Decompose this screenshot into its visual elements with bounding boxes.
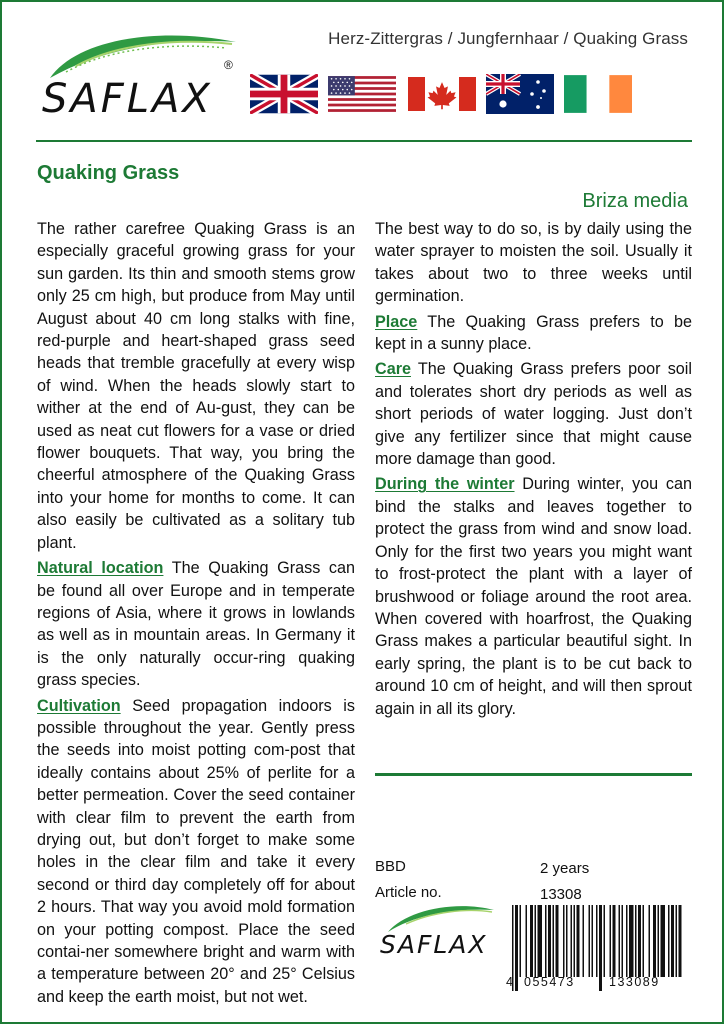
header-divider: [36, 140, 692, 142]
uk-flag-icon: [250, 74, 318, 114]
ireland-flag-icon: [564, 74, 632, 114]
intro-paragraph: The rather carefree Quaking Grass is an especially graceful growing grass for your sun garden. Its thin and smooth stems grow only 25 cm high, but produce from May until August about 40 cm long stalks with fine, red-purple and heart-shaped grass seed heads that tremble gracefully at every wisp of wind. When the heads slowly start to wither at the end of Au-gust, they can be used as neat cut flowers for a vase or dried flower bouquets. That way, you bring the cheerful atmosphere of the Quaking Grass into your home for months to come. It can also easily be cultivated as a solitary tub plant.: [37, 220, 355, 552]
natural-location-heading: Natural location: [37, 559, 164, 578]
place-text: The Quaking Grass prefers to be kept in a sunny place.: [375, 312, 692, 354]
cultivation-paragraph: [37, 695, 355, 1009]
canada-flag-icon: [408, 74, 476, 114]
barcode-left-group: 055473: [524, 975, 575, 989]
plant-common-names: Herz-Zittergras / Jungfernhaar / Quaking Grass: [328, 29, 688, 48]
page-title: Quaking Grass: [37, 162, 180, 184]
place-heading: Place: [375, 312, 418, 331]
right-column: [375, 218, 692, 723]
natural-location-text: The Quaking Grass can be found all over Europe and in temperate regions of Asia, where it grows in lowlands as well as in mountain areas. In Germany it is the only naturally occur-ring quaking grass species.: [37, 559, 356, 690]
registered-mark: ®: [224, 58, 233, 72]
care-paragraph: [375, 358, 692, 470]
bbd-label: BBD: [375, 858, 406, 875]
latin-name: Briza media: [582, 190, 688, 212]
usa-flag-icon: [328, 74, 396, 114]
winter-text: During winter, you can bind the stalks and leaves together to protect the grass from wind and snow load. Only for the first two years you might want to frost-protect the plant with a layer of brushwood or foliage around the root area. When covered with hoarfrost, the Quaking Grass makes a particular beautiful sight. In early spring, the plant is to be cut back to around 10 cm of height, and will then sprout again in all its glory.: [375, 475, 692, 718]
brand-wordmark: SAFLAX: [42, 76, 213, 122]
germination-paragraph: The best way to do so, is by daily using the water sprayer to moisten the soil. Usually it takes about two to three weeks until germination.: [375, 220, 692, 306]
footer-divider: [375, 773, 692, 776]
care-heading: Care: [375, 360, 411, 379]
saflax-logo-small: [376, 902, 500, 972]
article-value: 13308: [540, 886, 582, 903]
natural-location-paragraph: [37, 557, 355, 691]
saflax-logo: [36, 28, 246, 124]
bbd-value: 2 years: [540, 860, 590, 877]
left-column: [37, 218, 355, 1011]
place-paragraph: [375, 311, 692, 356]
article-label: Article no.: [375, 884, 442, 901]
winter-heading: During the winter: [375, 475, 515, 494]
barcode-first-digit: 4: [506, 975, 513, 989]
brand-wordmark-small: SAFLAX: [380, 930, 488, 959]
winter-paragraph: [375, 473, 692, 719]
flag-row: [250, 74, 640, 116]
cultivation-text: Seed propagation indoors is possible throughout the year. Gently press the seeds into moist potting com-post that ideally contains about 25% of perlite for a better permeation. Cover the seed container with clear film to prevent the earth from drying out, but don’t forget to make some holes in the clear film and take it every second or third day completely off for about 2 hours. That way you avoid mold formation on your potting compost. Place the seed contai-ner somewhere bright and warm with a temperature between 20° and 25° Celsius and keep the earth moist, but not wet.: [37, 696, 355, 1006]
barcode-right-group: 133089: [609, 975, 660, 989]
header: [2, 2, 722, 142]
care-text: The Quaking Grass prefers poor soil and tolerates short dry periods as well as short periods of water logging. Just don’t give any fertilizer since that might cause more damage than good.: [375, 360, 692, 469]
cultivation-heading: Cultivation: [37, 696, 121, 715]
australia-flag-icon: [486, 74, 554, 114]
